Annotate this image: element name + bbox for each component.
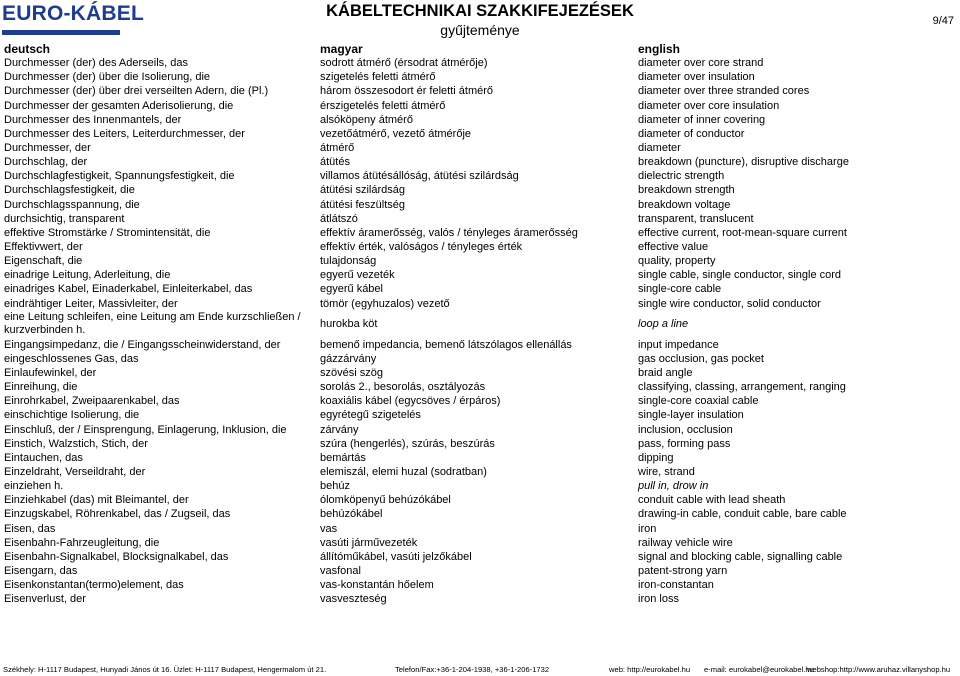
cell-magyar: behúzókábel xyxy=(320,508,383,521)
column-header-magyar: magyar xyxy=(320,42,363,56)
cell-deutsch: Durchmesser (der) über die Isolierung, die xyxy=(4,71,211,84)
table-row xyxy=(3,380,953,394)
cell-magyar: effektív érték, valóságos / tényleges érték xyxy=(320,240,523,253)
footer-web[interactable]: web: http://eurokabel.hu xyxy=(609,665,691,674)
table-row xyxy=(3,408,953,422)
cell-english: iron-constantan xyxy=(638,579,714,592)
cell-english: single wire conductor, solid conductor xyxy=(638,297,821,310)
cell-magyar: egyerű vezeték xyxy=(320,269,395,282)
footer-webshop[interactable]: webshop:http://www.aruhaz.villanyshop.hu xyxy=(807,665,951,674)
cell-magyar: érszigetelés feletti átmérő xyxy=(320,99,446,112)
table-row xyxy=(3,451,953,465)
cell-english: effective current, root-mean-square current xyxy=(638,226,847,239)
table-header-row xyxy=(3,40,953,56)
cell-english: wire, strand xyxy=(638,465,695,478)
cell-magyar: bemártás xyxy=(320,451,366,464)
cell-deutsch: Eintauchen, das xyxy=(4,451,83,464)
cell-magyar: egyrétegű szigetelés xyxy=(320,409,421,422)
cell-english: pull in, drow in xyxy=(638,480,709,493)
cell-magyar: vas-konstantán hőelem xyxy=(320,579,434,592)
cell-english: effective value xyxy=(638,240,709,253)
cell-magyar: bemenő impedancia, bemenő látszólagos ellenállás xyxy=(320,338,572,351)
cell-deutsch: Einziehkabel (das) mit Bleimantel, der xyxy=(4,494,189,507)
cell-deutsch: Einrohrkabel, Zweipaarenkabel, das xyxy=(4,395,180,408)
cell-magyar: alsóköpeny átmérő xyxy=(320,113,413,126)
cell-deutsch: effektive Stromstärke / Stromintensität, die xyxy=(4,226,211,239)
cell-magyar: vezetőátmérő, vezető átmérője xyxy=(320,127,472,140)
cell-deutsch: Einlaufewinkel, der xyxy=(4,366,97,379)
cell-deutsch: Durchschlag, der xyxy=(4,156,88,169)
table-row xyxy=(3,493,953,507)
cell-deutsch: Eingangsimpedanz, die / Eingangsscheinwiderstand, der xyxy=(4,338,281,351)
table-row xyxy=(3,254,953,268)
cell-english: dielectric strength xyxy=(638,170,725,183)
table-row xyxy=(3,127,953,141)
cell-magyar: koaxiális kábel (egycsöves / érpáros) xyxy=(320,395,501,408)
cell-deutsch: Durchmesser der gesamten Aderisolierung, die xyxy=(4,99,234,112)
cell-deutsch: eingeschlossenes Gas, das xyxy=(4,352,139,365)
cell-magyar: szigetelés feletti átmérő xyxy=(320,71,436,84)
cell-deutsch: Durchmesser (der) des Aderseils, das xyxy=(4,57,189,70)
cell-deutsch: Durchmesser (der) über drei verseilten Adern, die (Pl.) xyxy=(4,85,269,98)
cell-magyar: vasfonal xyxy=(320,564,361,577)
table-row xyxy=(3,366,953,380)
table-row xyxy=(3,394,953,408)
table-row xyxy=(3,226,953,240)
logo-underline xyxy=(2,30,120,35)
footer-email[interactable]: e-mail: eurokabel@eurokabel.hu xyxy=(704,665,814,674)
footer-phone: Telefon/Fax:+36-1-204-1938, +36-1-206-1732 xyxy=(395,665,550,674)
cell-english: diameter over insulation xyxy=(638,71,755,84)
column-header-deutsch: deutsch xyxy=(4,42,51,56)
cell-english: breakdown strength xyxy=(638,184,735,197)
cell-english: quality, property xyxy=(638,255,716,268)
eurokabel-logo xyxy=(2,2,144,37)
cell-english: diameter xyxy=(638,141,681,154)
table-row xyxy=(3,169,953,183)
cell-english: diameter of inner covering xyxy=(638,113,766,126)
table-row xyxy=(3,183,953,197)
terms-table xyxy=(3,40,953,606)
cell-deutsch: Eisenbahn-Signalkabel, Blocksignalkabel, das xyxy=(4,550,229,563)
cell-deutsch: eindrähtiger Leiter, Massivleiter, der xyxy=(4,297,178,310)
cell-magyar: sorolás 2., besorolás, osztályozás xyxy=(320,381,486,394)
cell-deutsch: Eisengarn, das xyxy=(4,564,78,577)
cell-english: pass, forming pass xyxy=(638,437,731,450)
cell-magyar: gázzárvány xyxy=(320,352,377,365)
cell-magyar: tulajdonság xyxy=(320,255,377,268)
cell-english: single-core coaxial cable xyxy=(638,395,759,408)
table-row xyxy=(3,212,953,226)
cell-deutsch: Eisenkonstantan(termo)element, das xyxy=(4,579,184,592)
table-row xyxy=(3,98,953,112)
document-title: KÁBELTECHNIKAI SZAKKIFEJEZÉSEK xyxy=(326,2,634,20)
table-row xyxy=(3,352,953,366)
footer-address: Székhely: H-1117 Budapest, Hunyadi János út 16. Üzlet: H-1117 Budapest, Hengermalom út 21. xyxy=(3,665,327,674)
column-header-english: english xyxy=(638,42,681,56)
table-row xyxy=(3,479,953,493)
cell-deutsch: Einzeldraht, Verseildraht, der xyxy=(4,465,146,478)
cell-deutsch: Durchmesser des Innenmantels, der xyxy=(4,113,182,126)
cell-magyar: vas xyxy=(320,522,338,535)
table-row xyxy=(3,536,953,550)
cell-deutsch: Durchschlagsspannung, die xyxy=(4,198,140,211)
cell-english: diameter over core strand xyxy=(638,57,764,70)
cell-english: dipping xyxy=(638,451,674,464)
cell-magyar: átlátszó xyxy=(320,212,358,225)
cell-deutsch: Einschluß, der / Einsprengung, Einlagerung, Inklusion, die xyxy=(4,423,287,436)
cell-deutsch: Einzugskabel, Röhrenkabel, das / Zugseil, das xyxy=(4,508,231,521)
cell-deutsch: einadrige Leitung, Aderleitung, die xyxy=(4,269,171,282)
cell-english: loop a line xyxy=(638,317,689,330)
table-row xyxy=(3,521,953,535)
cell-english: transparent, translucent xyxy=(638,212,754,225)
cell-english: inclusion, occlusion xyxy=(638,423,733,436)
cell-english: diameter over three stranded cores xyxy=(638,85,810,98)
cell-deutsch: Einreihung, die xyxy=(4,381,78,394)
cell-deutsch: Durchschlagsfestigkeit, die xyxy=(4,184,135,197)
cell-magyar: vasveszteség xyxy=(320,593,387,606)
table-row xyxy=(3,240,953,254)
cell-deutsch: Durchschlagfestigkeit, Spannungsfestigkeit, die xyxy=(4,170,235,183)
cell-deutsch: Einstich, Walzstich, Stich, der xyxy=(4,437,148,450)
cell-deutsch: Eisen, das xyxy=(4,522,56,535)
cell-magyar: tömör (egyhuzalos) vezető xyxy=(320,297,450,310)
cell-magyar: állítóműkábel, vasúti jelzőkábel xyxy=(320,550,472,563)
table-row xyxy=(3,282,953,296)
table-row xyxy=(3,578,953,592)
cell-magyar: átütés xyxy=(320,156,350,169)
table-row xyxy=(3,437,953,451)
cell-magyar: átmérő xyxy=(320,141,355,154)
cell-english: single-core cable xyxy=(638,283,722,296)
cell-english: gas occlusion, gas pocket xyxy=(638,352,764,365)
table-row xyxy=(3,296,953,310)
table-row xyxy=(3,268,953,282)
cell-magyar: átütési feszültség xyxy=(320,198,405,211)
table-row xyxy=(3,197,953,211)
table-row xyxy=(3,311,953,338)
cell-english: single cable, single conductor, single cord xyxy=(638,269,842,282)
cell-english: breakdown voltage xyxy=(638,198,731,211)
cell-deutsch: Effektivwert, der xyxy=(4,240,83,253)
cell-magyar: egyerű kábel xyxy=(320,283,383,296)
cell-magyar: effektív áramerősség, valós / tényleges áramerősség xyxy=(320,226,578,239)
cell-english: single-layer insulation xyxy=(638,409,744,422)
table-row xyxy=(3,465,953,479)
cell-magyar: sodrott átmérő (érsodrat átmérője) xyxy=(320,57,488,70)
cell-deutsch: einziehen h. xyxy=(4,480,64,493)
cell-deutsch: einschichtige Isolierung, die xyxy=(4,409,140,422)
cell-deutsch: eine Leitung schleifen, eine Leitung am Ende kurzschließen / kurzverbinden h. xyxy=(4,311,301,337)
cell-english: drawing-in cable, conduit cable, bare cable xyxy=(638,508,847,521)
cell-english: input impedance xyxy=(638,338,719,351)
cell-magyar: szövési szög xyxy=(320,366,383,379)
table-row xyxy=(3,141,953,155)
table-row xyxy=(3,507,953,521)
cell-deutsch: Eigenschaft, die xyxy=(4,255,83,268)
cell-deutsch: Eisenbahn-Fahrzeugleitung, die xyxy=(4,536,160,549)
cell-english: breakdown (puncture), disruptive discharge xyxy=(638,156,849,169)
cell-english: signal and blocking cable, signalling cable xyxy=(638,550,843,563)
cell-english: iron loss xyxy=(638,593,679,606)
cell-english: diameter over core insulation xyxy=(638,99,780,112)
document-subtitle: gyűjteménye xyxy=(440,22,520,38)
table-row xyxy=(3,422,953,436)
table-row xyxy=(3,155,953,169)
cell-magyar: zárvány xyxy=(320,423,359,436)
cell-magyar: szúra (hengerlés), szúrás, beszúrás xyxy=(320,437,495,450)
cell-english: iron xyxy=(638,522,657,535)
table-row xyxy=(3,564,953,578)
cell-magyar: átütési szilárdság xyxy=(320,184,405,197)
cell-magyar: villamos átütésállóság, átütési szilárdság xyxy=(320,170,519,183)
cell-magyar: elemiszál, elemi huzal (sodratban) xyxy=(320,465,487,478)
cell-magyar: hurokba köt xyxy=(320,317,378,330)
cell-deutsch: Eisenverlust, der xyxy=(4,593,86,606)
table-row xyxy=(3,56,953,70)
cell-english: diameter of conductor xyxy=(638,127,745,140)
table-row xyxy=(3,113,953,127)
table-row xyxy=(3,338,953,352)
logo-text: EURO-KÁBEL xyxy=(2,2,144,25)
cell-magyar: három összesodort ér feletti átmérő xyxy=(320,85,494,98)
table-row xyxy=(3,592,953,606)
table-row xyxy=(3,84,953,98)
cell-english: railway vehicle wire xyxy=(638,536,733,549)
cell-deutsch: Durchmesser des Leiters, Leiterdurchmesser, der xyxy=(4,127,245,140)
cell-magyar: behúz xyxy=(320,480,350,493)
cell-magyar: vasúti járművezeték xyxy=(320,536,418,549)
cell-magyar: ólomköpenyű behúzókábel xyxy=(320,494,451,507)
table-row xyxy=(3,550,953,564)
cell-deutsch: durchsichtig, transparent xyxy=(4,212,125,225)
cell-deutsch: Durchmesser, der xyxy=(4,141,91,154)
cell-english: patent-strong yarn xyxy=(638,564,728,577)
cell-english: classifying, classing, arrangement, ranging xyxy=(638,381,846,394)
cell-english: braid angle xyxy=(638,366,693,379)
page-number: 9/47 xyxy=(932,15,954,27)
cell-english: conduit cable with lead sheath xyxy=(638,494,786,507)
cell-deutsch: einadriges Kabel, Einaderkabel, Einleiterkabel, das xyxy=(4,283,253,296)
table-row xyxy=(3,70,953,84)
